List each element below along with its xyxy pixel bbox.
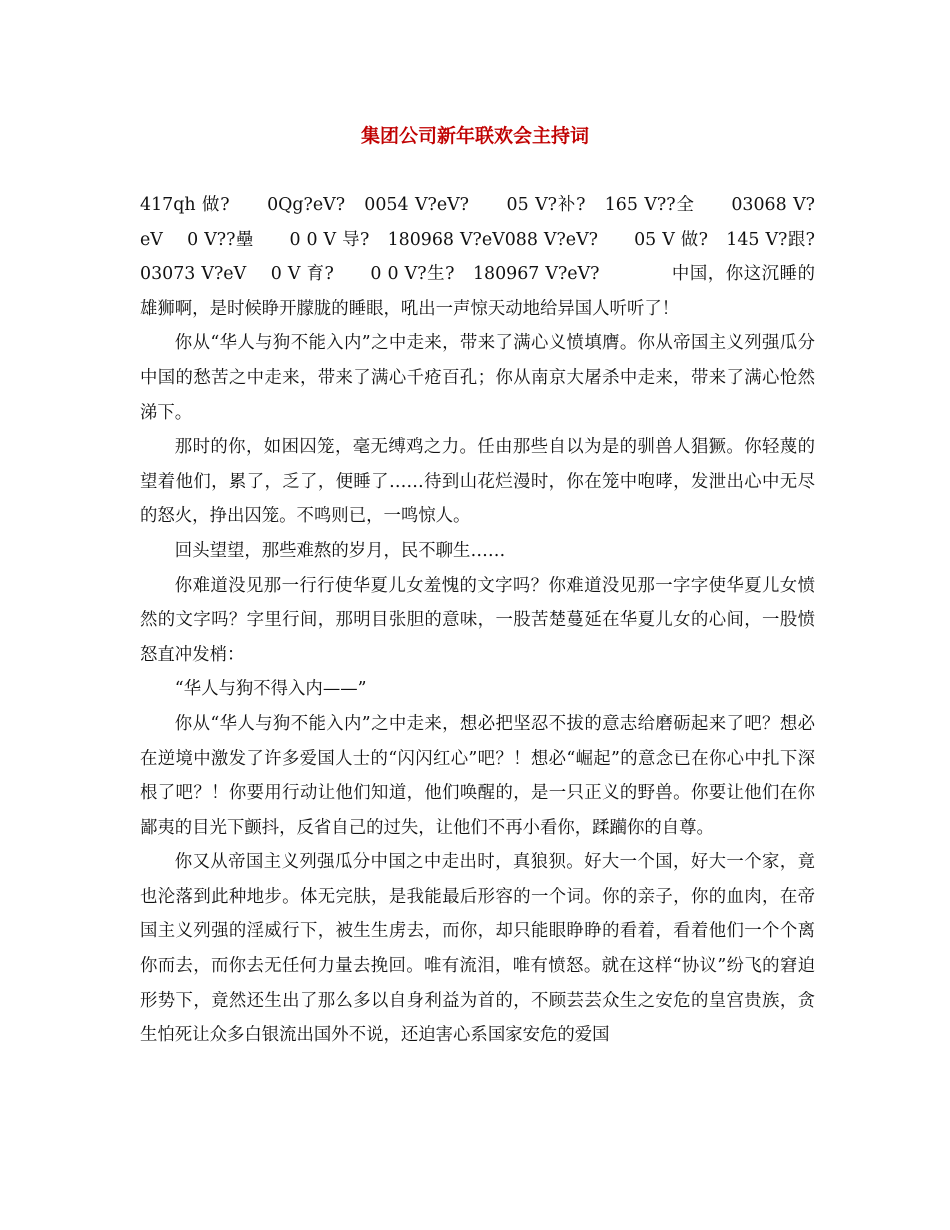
paragraph-3: 那时的你，如困囚笼，毫无缚鸡之力。任由那些自以为是的驯兽人猖獗。你轻蔑的望着他们，累了，乏了，便睡了……待到山花烂漫时，你在笼中咆哮，发泄出心中无尽的怒火，挣出囚笼。不鸣则已，一鸣惊人。 xyxy=(140,437,815,527)
paragraph-8: 你又从帝国主义列强瓜分中国之中走出时，真狼狈。好大一个国，好大一个家，竟也沦落到此种地步。体无完肤，是我能最后形容的一个词。你的亲子，你的血肉，在帝国主义列强的淫威行下，被生生虏去，而你，却只能眼睁睁的看着，看着他们一个个离你而去，而你去无任何力量去挽回。唯有流泪，唯有愤怒。就在这样“协议”纷飞的窘迫形势下，竟然还生出了那么多以自身利益为首的，不顾芸芸众生之安危的皇宫贵族，贪生怕死让众多白银流出国外不说，还迫害心系国家安危的爱国 xyxy=(140,852,815,1046)
quote-line: “华人与狗不得入内——” xyxy=(174,679,367,700)
paragraph-7: 你从“华人与狗不能入内”之中走来，想必把坚忍不拔的意志给磨砺起来了吧？想必在逆境中激发了许多爱国人士的“闪闪红心”吧？！想必“崛起”的意念已在你心中扎下深根了吧？！你要用行动让他们知道，他们唤醒的，是一只正义的野兽。你要让他们在你鄙夷的目光下颤抖，反省自己的过失，让他们不再小看你，蹂躏你的自尊。 xyxy=(140,713,815,838)
paragraph-4: 回头望望，那些难熬的岁月，民不聊生…… xyxy=(174,540,506,561)
document-body xyxy=(140,188,850,1053)
paragraph-2: 你从“华人与狗不能入内”之中走来，带来了满心义愤填膺。你从帝国主义列强瓜分中国的愁苦之中走来，带来了满心千疮百孔；你从南京大屠杀中走来，带来了满心怆然涕下。 xyxy=(140,333,815,423)
document-title: 集团公司新年联欢会主持词 xyxy=(360,125,589,147)
paragraph-5: 你难道没见那一行行使华夏儿女羞愧的文字吗？你难道没见那一字字使华夏儿女愤然的文字吗？字里行间，那明目张胆的意味，一股苦楚蔓延在华夏儿女的心间，一股愤怒直冲发梢： xyxy=(140,575,815,665)
paragraph-1: 417qh 做? 0Qg?eV? 0054 V?eV? 05 V?补? 165 V??全 03068 V?eV 0 V??壘 0 0 V 导? 180968 V?eV088 V?eV? 05 V 做? 145 V?跟? 03073 V?eV 0 V 育? 0 0 V?生? 180967 V?eV? 中国，你这沉睡的雄狮啊，是时候睁开朦胧的睡眼，吼出一声惊天动地给异国人听听了！ xyxy=(140,195,850,319)
